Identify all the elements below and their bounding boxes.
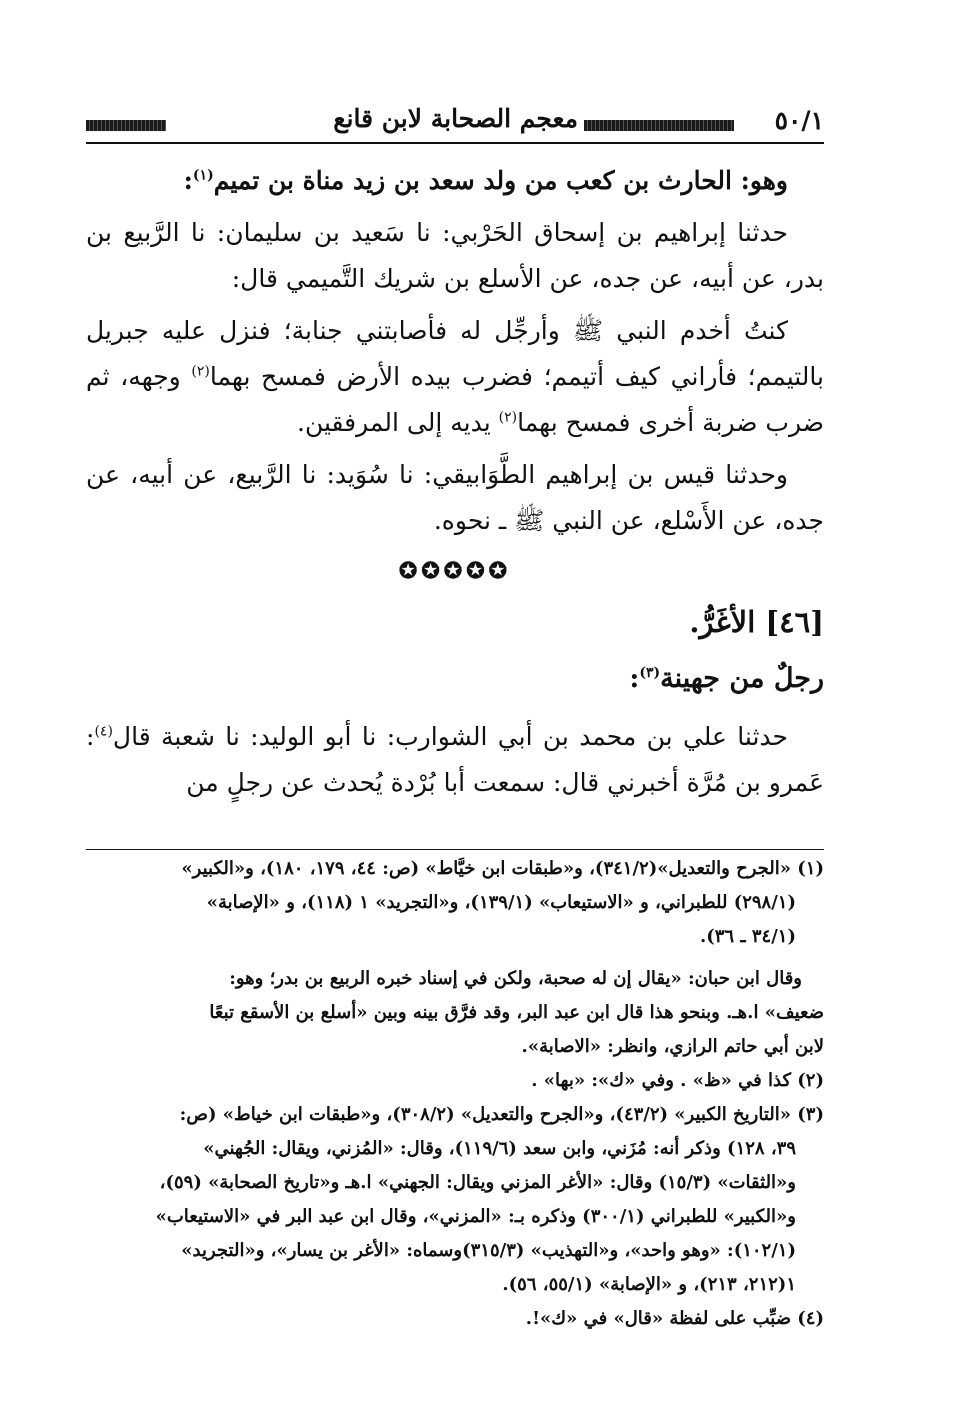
hadith-text-a: كنتُ أخدم النبي ﷺ وأرجِّل له فأصابتني جنابة؛ فنزل عليه جبريل بالتيمم؛ فأراني كيف أتيمم؛ فضرب بيده الأرض فمسح بهما [86,316,824,391]
lineage-colon: : [183,166,193,195]
footnote-1-line-2: (٢٩٨/١) للطبراني، و «الاستيعاب» (١٣٩/١)، و«التجريد» ١ (١١٨)، و «الإصابة» [206,892,796,913]
footnote-ref-3: (٣) [639,665,661,681]
footnote-2: (٢) كذا في «ظ» . وفي «ك»: «بها» . [531,1070,824,1091]
footnote-rule [86,849,824,850]
footnote-3-line-1: (٣) «التاريخ الكبير» (٤٣/٢)، و«الجرح والتعديل» (٣٠٨/٢)، و«طبقات ابن خياط» (ص: [179,1104,824,1125]
isnad-paragraph-1: حدثنا إبراهيم بن إسحاق الحَرْبي: نا سَعيد بن سليمان: نا الرَّبيع بن بدر، عن أبيه، عن جده، عن الأسلع بن شريك التَّميمي قال: [86,218,824,293]
page-number: ٥٠/١ [774,106,824,135]
footnote-4: (٤) ضبِّب على لفظة «قال» في «ك»!. [525,1308,824,1329]
footnote-1-line-1: (١) «الجرح والتعديل»(٣٤١/٢)، و«طبقات ابن خيَّاط» (ص: ٤٤، ١٧٩، ١٨٠)، و«الكبير» [181,858,824,879]
footnote-3-line-6: ١(٢١٢، ٢١٣)، و «الإصابة» (٥٥/١، ٥٦). [502,1274,796,1295]
hadith-paragraph [86,308,824,446]
footnote-3-line-4: و«الكبير» للطبراني (٣٠٠/١) وذكره بـ: «المزني»، وقال ابن عبد البر في «الاستيعاب» [155,1206,796,1227]
isnad3-text-a: حدثنا علي بن محمد بن أبي الشوارب: نا أبو الوليد: نا شعبة قال [112,722,788,751]
entry-heading: [٤٦] الأغَرُّ. [689,605,824,639]
footnote-1-note-line-3: لابن أبي حاتم الرازي، وانظر: «الاصابة». [521,1036,824,1057]
isnad-paragraph-3 [86,714,824,806]
footnote-3-line-5: (١٠٢/١): «وهو واحد»، و«التهذيب» (٣١٥/٣)وسماه: «الأغر بن يسار»، و«التجريد» [181,1240,796,1261]
entry-subheading-colon: : [629,663,640,694]
entry-subheading-text: رجلٌ من جهينة [660,663,824,694]
entry-subheading [86,652,824,706]
footnote-ref-2a: (٢) [191,363,210,380]
main-text [86,158,824,806]
hadith-text-c: يديه إلى المرفقين. [297,408,499,437]
header-ornament-left [86,120,166,131]
footnote-3-line-3: و«الثقات» (١٥/٣) وقال: «الأغر المزني ويقال: الجهني» ا.هـ و«تاريخ الصحابة» (٥٩)، [159,1172,796,1193]
footnotes [86,852,824,1336]
header-ornament-right [584,120,734,131]
book-title: معجم الصحابة لابن قانع [333,104,578,133]
footnote-ref-2b: (٢) [498,409,518,426]
section-separator: ✪✪✪✪✪ [398,558,512,584]
isnad-paragraph-2: وحدثنا قيس بن إبراهيم الطَّوَابيقي: نا سُوَيد: نا الرَّبيع، عن أبيه، عن جده، عن الأَسْلع، عن النبي ﷺ ـ نحوه. [86,460,824,535]
footnote-1-note-line-2: ضعيف» ا.هـ. وبنحو هذا قال ابن عبد البر، وقد فرَّق بينه وبين «أسلع بن الأسقع تبعًا [209,1002,824,1023]
footnote-1-line-3: (٣٤/١ ـ ٣٦). [699,926,796,947]
header-rule [86,142,824,144]
lineage-line [86,158,824,204]
hadith-text-b: وجهه، ثم ضرب ضربة أخرى فمسح بهما [86,362,824,437]
running-header [86,104,824,144]
footnote-3-line-2: ٣٩، ١٢٨) وذكر أنه: مُزَني، وابن سعد (١١٩/٦)، وقال: «المُزني، ويقال: الجُهني» [203,1138,796,1159]
footnote-1-note-line-1: وقال ابن حبان: «يقال إن له صحبة، ولكن في إسناد خبره الربيع بن بدر؛ وهو: [229,968,802,989]
lineage-text: وهو: الحارث بن كعب من ولد سعد بن زيد مناة بن تميم [213,166,788,195]
isnad3-text-b: : عَمرو بن مُرَّة أخبرني قال: سمعت أبا بُرْدة يُحدث عن رجلٍ من [86,722,824,797]
footnote-ref-1: (١) [192,167,214,184]
footnote-ref-4: (٤) [94,723,113,740]
